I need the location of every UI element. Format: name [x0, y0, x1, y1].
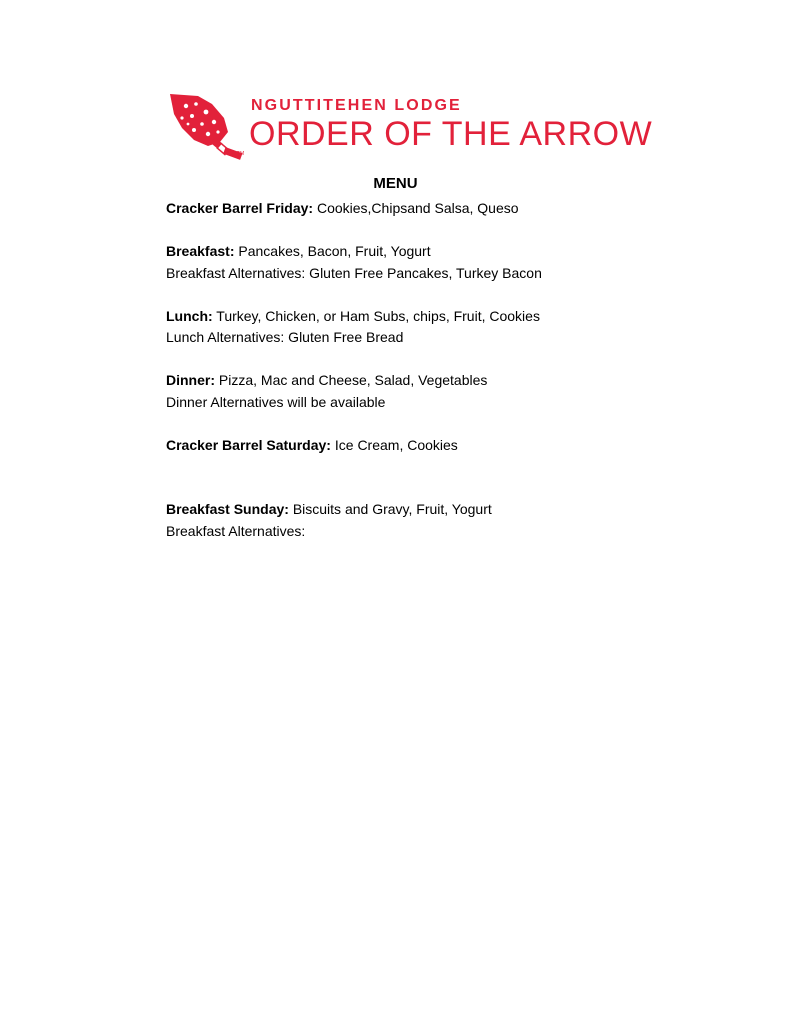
spacer: [166, 478, 726, 500]
menu-section-breakfast-sunday: [166, 499, 726, 542]
menu-line: [166, 435, 726, 457]
org-name: ORDER OF THE ARROW: [249, 115, 653, 153]
lodge-logo: [168, 92, 653, 164]
meal-label: Breakfast Sunday:: [166, 501, 289, 517]
meal-label: Breakfast:: [166, 243, 235, 259]
menu-section-lunch: [166, 306, 726, 349]
menu-line: [166, 370, 726, 392]
menu-content: [166, 198, 726, 564]
meal-alternatives: Dinner Alternatives will be available: [166, 393, 386, 410]
menu-line: [166, 241, 726, 263]
menu-section-cracker-barrel-saturday: [166, 435, 726, 457]
menu-line: [166, 499, 726, 521]
meal-items: Biscuits and Gravy, Fruit, Yogurt: [288, 501, 492, 517]
meal-label: Dinner:: [166, 372, 215, 388]
lodge-name: NGUTTITEHEN LODGE: [251, 97, 462, 114]
meal-items: Pancakes, Bacon, Fruit, Yogurt: [234, 243, 431, 259]
page-title: MENU: [373, 175, 418, 192]
meal-items: Cookies,Chipsand Salsa, Queso: [313, 200, 519, 216]
meal-label: Cracker Barrel Saturday:: [166, 436, 331, 453]
menu-section-cracker-barrel-friday: [166, 198, 726, 220]
meal-alternatives: Breakfast Alternatives:: [166, 522, 306, 539]
meal-items: Pizza, Mac and Cheese, Salad, Vegetables: [215, 372, 488, 388]
meal-items: Ice Cream, Cookies: [330, 436, 458, 453]
meal-label: Cracker Barrel Friday:: [166, 200, 314, 216]
meal-label: Lunch:: [166, 307, 213, 324]
menu-section-dinner: [166, 370, 726, 413]
menu-line: [166, 306, 726, 328]
menu-line: [166, 198, 726, 220]
meal-alternatives: Breakfast Alternatives: Gluten Free Pancakes, Turkey Bacon: [166, 264, 542, 281]
meal-alternatives: Lunch Alternatives: Gluten Free Bread: [166, 329, 404, 345]
meal-items: Turkey, Chicken, or Ham Subs, chips, Fruit, Cookies: [212, 307, 540, 324]
menu-section-breakfast: [166, 241, 726, 284]
trademark-mark: TM: [237, 151, 245, 157]
